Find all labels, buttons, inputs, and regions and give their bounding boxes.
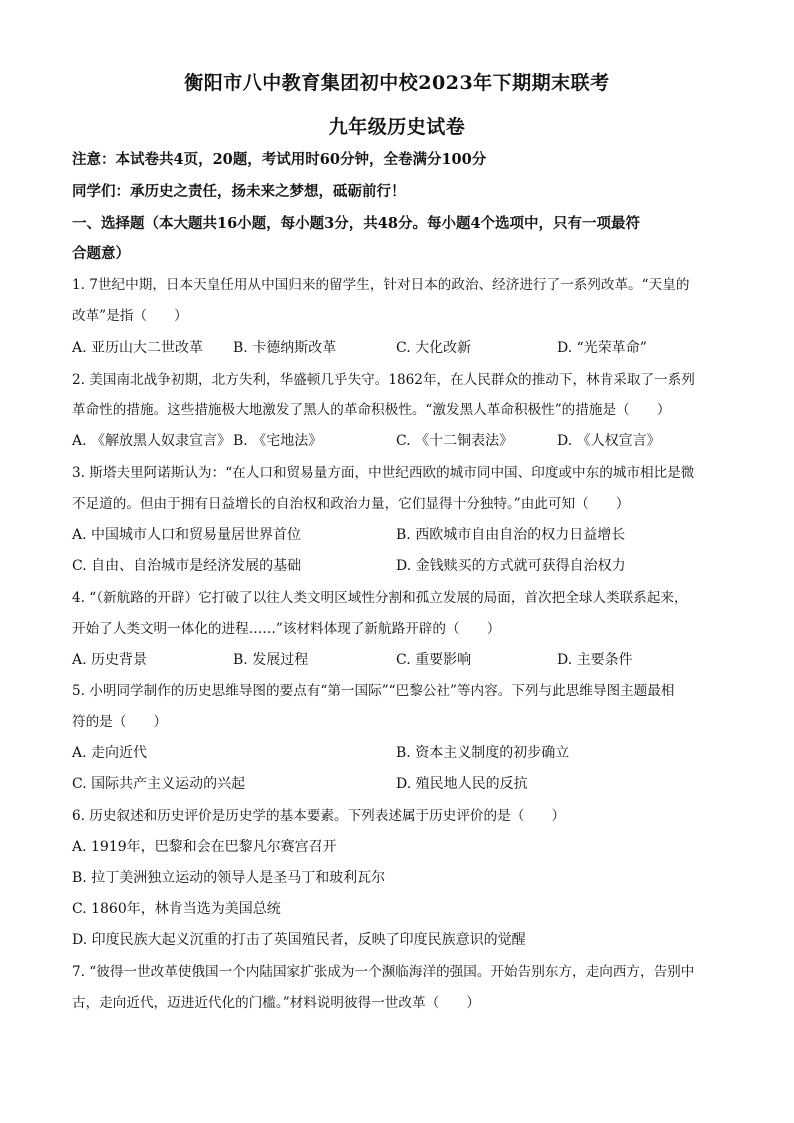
exam-title: 衡阳市八中教育集团初中校2023年下期期末联考 <box>184 72 610 94</box>
exam-subtitle: 九年级历史试卷 <box>328 116 466 138</box>
question-2-option-a: A. 《解放黑人奴隶宣言》 <box>72 433 232 449</box>
question-3-option-a: A. 中国城市人口和贸易量居世界首位 <box>72 527 302 543</box>
question-6-option-c: C. 1860年，林肯当选为美国总统 <box>72 901 281 917</box>
motto: 同学们：承历史之责任，扬未来之梦想，砥砺前行！ <box>72 183 406 200</box>
question-3-option-c: C. 自由、自治城市是经济发展的基础 <box>72 558 302 574</box>
question-1-option-c: C. 大化改新 <box>396 340 472 356</box>
question-5-option-b: B. 资本主义制度的初步确立 <box>396 745 570 761</box>
question-7-text-line-2: 古，走向近代，迈进近代化的门槛。”材料说明彼得一世改革（ ） <box>72 995 480 1011</box>
question-1-option-a: A. 亚历山大二世改革 <box>72 340 204 356</box>
question-2-option-b: B. 《宅地法》 <box>233 433 323 449</box>
question-5-text-line-2: 符的是（ ） <box>72 714 168 730</box>
question-4-option-a: A. 历史背景 <box>72 652 148 668</box>
question-2-text-line-2: 革命性的措施。这些措施极大地激发了黑人的革命积极性。“激发黑人革命积极性”的措施是（ ） <box>72 402 671 418</box>
question-4-option-b: B. 发展过程 <box>233 652 309 668</box>
question-1-text-line-2: 改革”是指（ ） <box>72 308 188 324</box>
question-2-option-d: D. 《人权宣言》 <box>557 433 661 449</box>
question-1-option-b: B. 卡德纳斯改革 <box>233 340 337 356</box>
question-6-option-b: B. 拉丁美洲独立运动的领导人是圣马丁和玻利瓦尔 <box>72 870 386 886</box>
question-4-option-d: D. 主要条件 <box>557 652 633 668</box>
question-4-text-line-1: 4. “（新航路的开辟）它打破了以往人类文明区域性分割和孤立发展的局面，首次把全球人类联系起来， <box>72 590 688 606</box>
question-3-text-line-2: 不足道的。但由于拥有日益增长的自治权和政治力量，它们显得十分独特。”由此可知（ ） <box>72 496 630 512</box>
question-6-text-line-1: 6. 历史叙述和历史评价是历史学的基本要素。下列表述属于历史评价的是（ ） <box>72 808 566 824</box>
question-3-text-line-1: 3. 斯塔夫里阿诺斯认为：“在人口和贸易量方面，中世纪西欧的城市同中国、印度或中东的城市相比是微 <box>72 465 695 481</box>
question-5-text-line-1: 5. 小明同学制作的历史思维导图的要点有“第一国际”“巴黎公社”等内容。下列与此思维导图主题最相 <box>72 683 675 699</box>
question-1-option-d: D. “光荣革命” <box>557 340 647 356</box>
question-5-option-d: D. 殖民地人民的反抗 <box>396 776 528 792</box>
question-2-text-line-1: 2. 美国南北战争初期，北方失利，华盛顿几乎失守。1862年，在人民群众的推动下，林肯采取了一系列 <box>72 372 695 388</box>
section-heading-line-1: 一、选择题（本大题共16小题，每小题3分，共48分。每小题4个选项中，只有一项最符 <box>72 215 641 232</box>
question-5-option-a: A. 走向近代 <box>72 745 148 761</box>
question-2-option-c: C. 《十二铜表法》 <box>396 433 514 449</box>
question-7-text-line-1: 7. “彼得一世改革使俄国一个内陆国家扩张成为一个濒临海洋的强国。开始告别东方，走向西方，告别中 <box>72 964 695 980</box>
exam-notice: 注意：本试卷共4页，20题，考试用时60分钟，全卷满分100分 <box>72 151 487 168</box>
question-6-option-a: A. 1919年，巴黎和会在巴黎凡尔赛宫召开 <box>72 839 337 855</box>
question-4-option-c: C. 重要影响 <box>396 652 472 668</box>
question-5-option-c: C. 国际共产主义运动的兴起 <box>72 776 246 792</box>
section-heading-line-2: 合题意） <box>72 245 130 262</box>
question-6-option-d: D. 印度民族大起义沉重的打击了英国殖民者，反映了印度民族意识的觉醒 <box>72 932 526 948</box>
question-1-text-line-1: 1. 7世纪中期，日本天皇任用从中国归来的留学生，针对日本的政治、经济进行了一系列改革。“天皇的 <box>72 277 690 293</box>
question-4-text-line-2: 开始了人类文明一体化的进程……”该材料体现了新航路开辟的（ ） <box>72 621 501 637</box>
question-3-option-d: D. 金钱赎买的方式就可获得自治权力 <box>396 558 626 574</box>
question-3-option-b: B. 西欧城市自由自治的权力日益增长 <box>396 527 626 543</box>
